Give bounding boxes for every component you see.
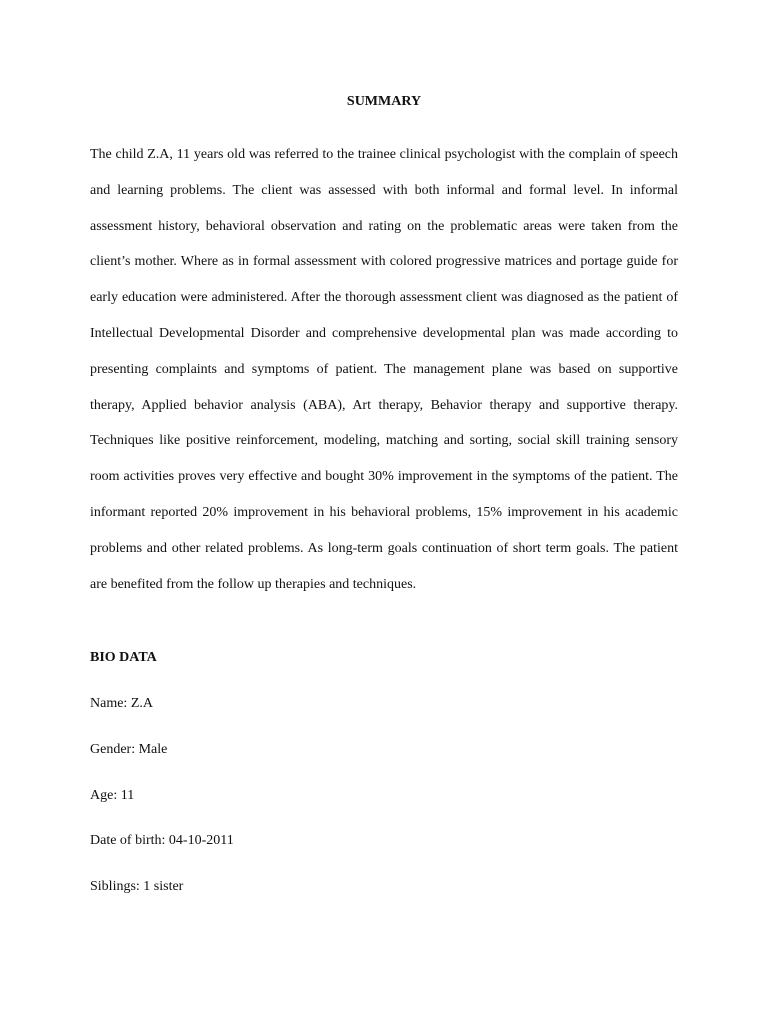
summary-paragraph: The child Z.A, 11 years old was referred to the trainee clinical psychologist with the complain of speech and learning problems. The client was assessed with both informal and formal level. In informal assessment history, behavioral observation and rating on the problematic areas were taken from the client’s mother. Where as in formal assessment with colored progressive matrices and portage guide for early education were administered. After the thorough assessment client was diagnosed as the patient of Intellectual Developmental Disorder and comprehensive developmental plan was made according to presenting complaints and symptoms of patient. The management plane was based on supportive therapy, Applied behavior analysis (ABA), Art therapy, Behavior therapy and supportive therapy. Techniques like positive reinforcement, modeling, matching and sorting, social skill training sensory room activities proves very effective and bought 30% improvement in the symptoms of the patient. The informant reported 20% improvement in his behavioral problems, 15% improvement in his academic problems and other related problems. As long-term goals continuation of short term goals. The patient are benefited from the follow up therapies and techniques. — [90, 147, 678, 592]
bio-date-of-birth: Date of birth: 04-10-2011 — [90, 833, 234, 848]
bio-name: Name: Z.A — [90, 696, 153, 711]
bio-siblings: Siblings: 1 sister — [90, 879, 184, 894]
bio-age: Age: 11 — [90, 788, 135, 803]
summary-heading: SUMMARY — [346, 94, 422, 109]
bio-data-heading: BIO DATA — [90, 650, 157, 665]
bio-gender: Gender: Male — [90, 742, 168, 757]
